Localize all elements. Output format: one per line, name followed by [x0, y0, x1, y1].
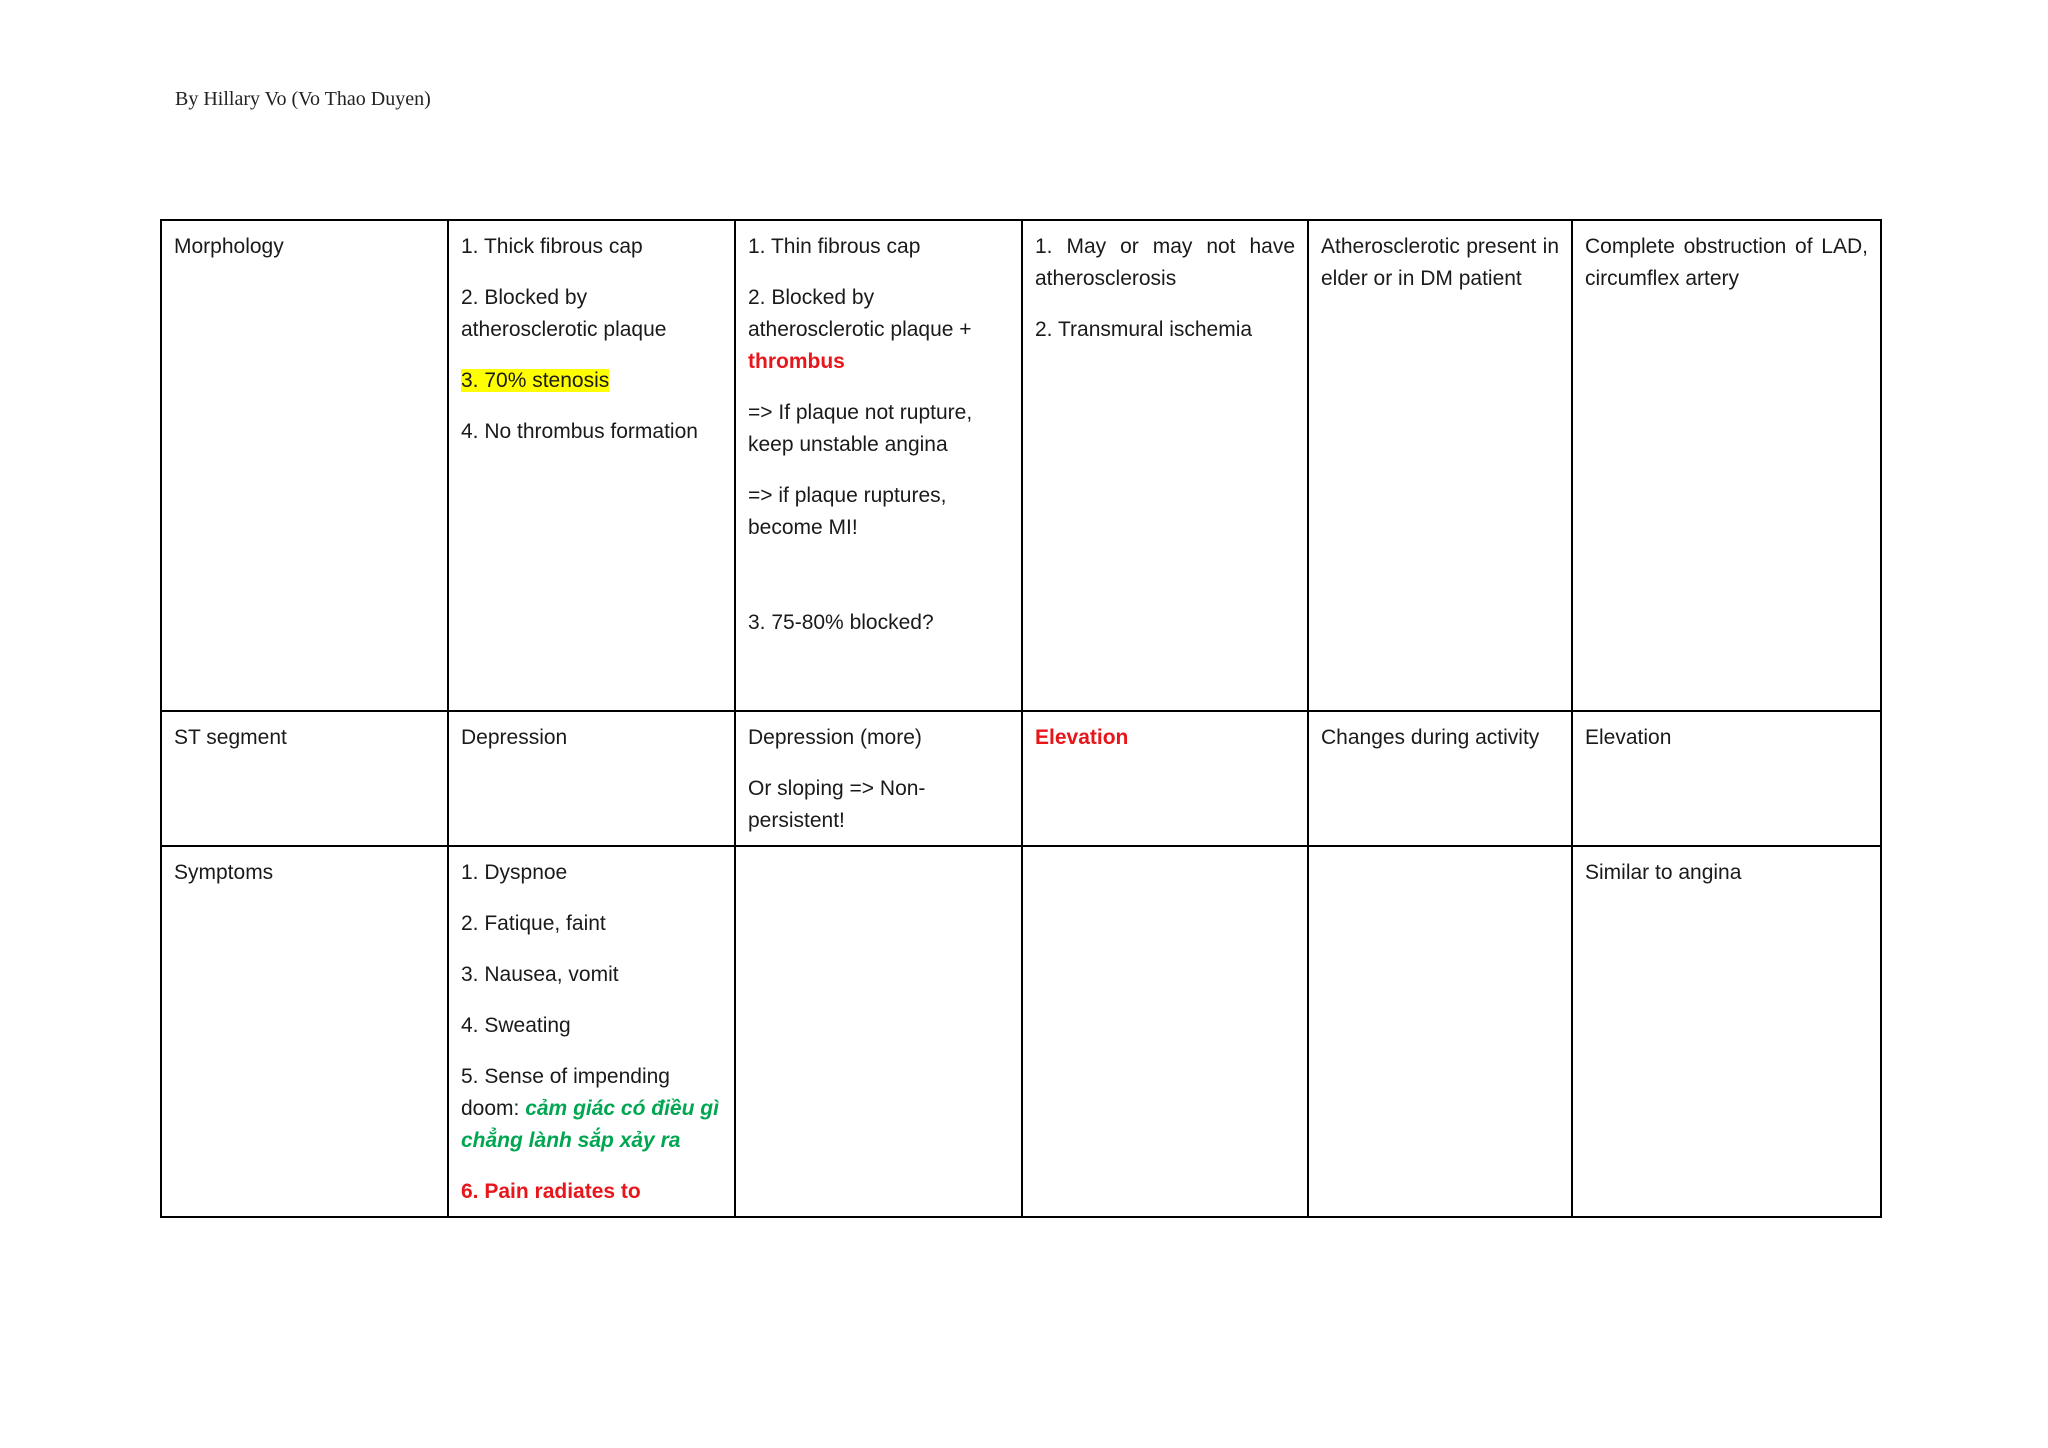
- highlighted-text: 3. 70% stenosis: [461, 369, 610, 392]
- cell-paragraph: Complete obstruction of LAD, circumflex artery: [1585, 235, 1868, 290]
- cell-st-col2: [735, 711, 1022, 846]
- cell-st-col5: [1572, 711, 1881, 846]
- cell-paragraph: [461, 365, 722, 397]
- cell-paragraph: Or sloping => Non-persistent!: [748, 777, 926, 832]
- cell-paragraph: Atherosclerotic present in elder or in DM patient: [1321, 235, 1559, 290]
- document-header: By Hillary Vo (Vo Thao Duyen): [175, 88, 431, 110]
- cell-st-col1: [448, 711, 735, 846]
- cell-paragraph: 3. Nausea, vomit: [461, 963, 619, 986]
- cell-symptoms-col4: [1308, 846, 1572, 1217]
- cell-paragraph: 3. 75-80% blocked?: [748, 611, 934, 634]
- spacer: [748, 563, 1009, 607]
- cell-paragraph: Depression (more): [748, 726, 922, 749]
- cell-paragraph: [461, 1061, 722, 1157]
- emphasis-red-text: Elevation: [1035, 726, 1129, 749]
- emphasis-red-text: 6. Pain radiates to: [461, 1180, 641, 1203]
- row-label-morphology: [161, 220, 448, 711]
- cell-paragraph: => If plaque not rupture, keep unstable angina: [748, 401, 973, 456]
- cell-paragraph: [461, 1176, 722, 1208]
- cell-paragraph: 1. Dyspnoe: [461, 861, 568, 884]
- cell-paragraph: 1. May or may not have atherosclerosis: [1035, 235, 1295, 290]
- row-label-text: ST segment: [174, 726, 287, 749]
- cell-paragraph: Changes during activity: [1321, 726, 1540, 749]
- cell-text: 5. Sense of impending doom:: [461, 1065, 670, 1120]
- cell-paragraph: Elevation: [1585, 726, 1672, 749]
- row-label-symptoms: [161, 846, 448, 1217]
- cell-morphology-col2: [735, 220, 1022, 711]
- cell-paragraph: Depression: [461, 726, 568, 749]
- row-label-st-segment: [161, 711, 448, 846]
- row-label-text: Symptoms: [174, 861, 274, 884]
- cell-morphology-col1: [448, 220, 735, 711]
- cell-paragraph: 2. Blocked by atherosclerotic plaque: [461, 286, 667, 341]
- cell-st-col4: [1308, 711, 1572, 846]
- cell-paragraph: [748, 282, 1009, 378]
- cell-paragraph: 2. Fatique, faint: [461, 912, 606, 935]
- comparison-table: [160, 219, 1882, 1218]
- emphasis-red-text: thrombus: [748, 350, 845, 373]
- row-label-text: Morphology: [174, 235, 284, 258]
- cell-paragraph: 1. Thin fibrous cap: [748, 235, 921, 258]
- table-row-st-segment: [161, 711, 1881, 846]
- cell-paragraph: 2. Transmural ischemia: [1035, 318, 1253, 341]
- cell-paragraph: 4. Sweating: [461, 1014, 571, 1037]
- cell-paragraph: 1. Thick fibrous cap: [461, 235, 643, 258]
- cell-paragraph: Similar to angina: [1585, 861, 1742, 884]
- vietnamese-translation-text: cảm giác có điều gì chẳng lành sắp xảy ra: [461, 1097, 719, 1152]
- cell-symptoms-col1: [448, 846, 735, 1217]
- table-row-symptoms: [161, 846, 1881, 1217]
- cell-morphology-col4: [1308, 220, 1572, 711]
- cell-symptoms-col5: [1572, 846, 1881, 1217]
- cell-st-col3: [1022, 711, 1308, 846]
- cell-morphology-col3: [1022, 220, 1308, 711]
- cell-symptoms-col2: [735, 846, 1022, 1217]
- cell-paragraph: [1035, 722, 1295, 754]
- cell-paragraph: => if plaque ruptures, become MI!: [748, 484, 947, 539]
- cell-paragraph: 4. No thrombus formation: [461, 420, 698, 443]
- cell-text: 2. Blocked by atherosclerotic plaque +: [748, 286, 972, 341]
- cell-morphology-col5: [1572, 220, 1881, 711]
- table-row-morphology: [161, 220, 1881, 711]
- cell-symptoms-col3: [1022, 846, 1308, 1217]
